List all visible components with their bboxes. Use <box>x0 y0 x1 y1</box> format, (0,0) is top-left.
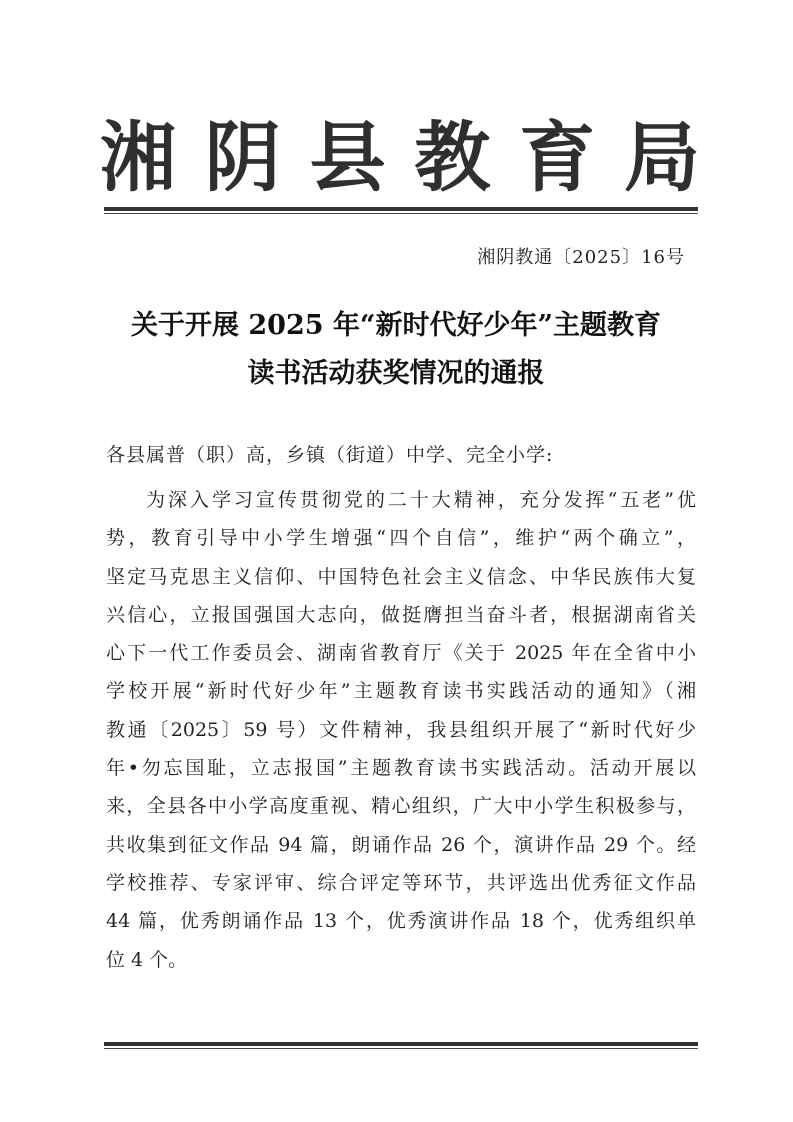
body-line: 教通〔2025〕59 号）文件精神，我县组织开展了“新时代好少 <box>106 718 696 741</box>
org-title-char: 教 <box>414 113 491 202</box>
body-line: 兴信心，立报国强国大志向，做挺膺担当奋斗者，根据湖南省关 <box>106 603 696 626</box>
body-line: 心下一代工作委员会、湖南省教育厅《关于 2025 年在全省中小 <box>106 642 696 665</box>
org-title-char: 局 <box>623 113 700 202</box>
title-line-2: 读书活动获奖情况的通报 <box>247 358 545 389</box>
body-line: 坚定马克思主义信仰、中国特色社会主义信念、中华民族伟大复 <box>106 565 696 588</box>
org-title-char: 育 <box>519 113 596 202</box>
header-divider <box>104 207 698 214</box>
document-title <box>96 302 696 398</box>
issuing-org-title <box>100 112 700 204</box>
body-line: 势，教育引导中小学生增强“四个自信”，维护“两个确立”， <box>106 527 696 550</box>
body-line: 共收集到征文作品 94 篇，朗诵作品 26 个，演讲作品 29 个。经 <box>106 833 696 856</box>
body-line: 为深入学习宣传贯彻党的二十大精神，充分发挥“五老”优 <box>146 489 696 511</box>
body-line: 位 4 个。 <box>106 948 188 971</box>
body-line: 44 篇，优秀朗诵作品 13 个，优秀演讲作品 18 个，优秀组织单 <box>106 910 696 933</box>
salutation: 各县属普（职）高，乡镇（街道）中学、完全小学: <box>106 444 554 466</box>
org-title-char: 湘 <box>100 113 176 202</box>
body-line: 学校推荐、专家评审、综合评定等环节，共评选出优秀征文作品 <box>106 871 696 894</box>
body-paragraph <box>106 481 696 979</box>
body-line: 来，全县各中小学高度重视、精心组织，广大中小学生积极参与， <box>106 795 696 818</box>
document-number: 湘阴教通〔2025〕16号 <box>477 247 685 268</box>
org-title-char: 县 <box>309 113 386 202</box>
body-line: 学校开展“新时代好少年”主题教育读书实践活动的通知》（湘 <box>106 680 696 703</box>
footer-divider <box>104 1042 698 1049</box>
body-line: 年•勿忘国耻，立志报国”主题教育读书实践活动。活动开展以 <box>106 757 696 780</box>
org-title-char: 阴 <box>204 113 281 202</box>
title-line-1: 关于开展 2025 年“新时代好少年”主题教育 <box>130 310 661 341</box>
